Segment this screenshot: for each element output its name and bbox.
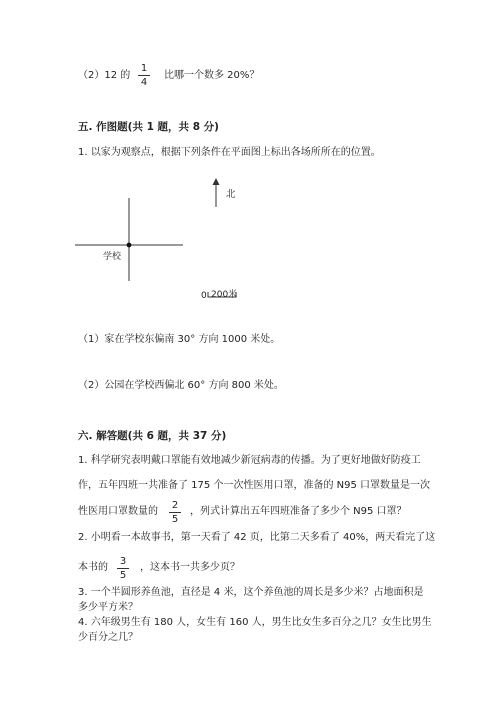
section-6-q2-line-2a: 本书的 [78, 562, 108, 573]
school-point [127, 243, 132, 248]
fraction-denominator: 4 [140, 77, 148, 88]
section-5-title: 五. 作图题(共 1 题，共 8 分) [78, 121, 219, 133]
section-6-q1-line-3b: ，列式计算出五年四班准备了多少个 N95 口罩？ [190, 506, 407, 517]
north-arrow-icon [213, 178, 220, 185]
scale-label: 200米 [211, 290, 238, 300]
north-label: 北 [226, 189, 236, 200]
section-6-q1-line-3a: 性医用口罩数量的 [78, 506, 158, 517]
fraction-two-fifths [169, 500, 181, 525]
fraction-numerator: 2 [171, 500, 179, 511]
scale-zero: 0 [201, 291, 207, 301]
section-6-q4-line-2: 少百分之几？ [78, 632, 138, 643]
fraction-denominator: 5 [171, 514, 179, 525]
section-6-q4-line-1: 4. 六年级男生有 180 人，女生有 160 人，男生比女生多百分之几？女生比男生 [78, 617, 432, 628]
section-6-q1-line-2: 作，五年四班一共准备了 175 个一次性医用口罩，准备的 N95 口罩数量是一次 [78, 480, 431, 491]
section-6-title: 六. 解答题(共 6 题，共 37 分) [78, 430, 227, 442]
section-6-q2-line-2b: ，这本书一共多少页？ [140, 562, 240, 573]
section-6-q1-line-1: 1. 科学研究表明戴口罩能有效地减少新冠病毒的传播。为了更好地做好防疫工 [78, 455, 421, 466]
section-6-q3-line-1: 3. 一个半圆形养鱼池，直径是 4 米，这个养鱼池的周长是多少米？占地面积是 [78, 587, 424, 598]
school-label: 学校 [103, 252, 122, 262]
condition-1: （1）家在学校东偏南 30° 方向 1000 米处。 [78, 334, 281, 345]
section-6-q3-line-2: 多少平方米？ [78, 602, 138, 613]
question-2-suffix: 比哪一个数多 20%？ [164, 70, 260, 81]
fraction-numerator: 3 [119, 556, 127, 567]
fraction-denominator: 5 [119, 570, 127, 581]
fraction-numerator: 1 [140, 63, 148, 74]
question-2-prefix: （2）12 的 [78, 70, 131, 81]
section-5-question-1: 1. 以家为观察点，根据下列条件在平面图上标出各场所所在的位置。 [78, 147, 381, 158]
condition-2: （2）公园在学校西偏北 60° 方向 800 米处。 [78, 380, 284, 391]
fraction-three-fifths [117, 556, 129, 581]
section-6-q2-line-1: 2. 小明看一本故事书，第一天看了 42 页，比第二天多看了 40%，两天看完了这 [78, 532, 436, 543]
